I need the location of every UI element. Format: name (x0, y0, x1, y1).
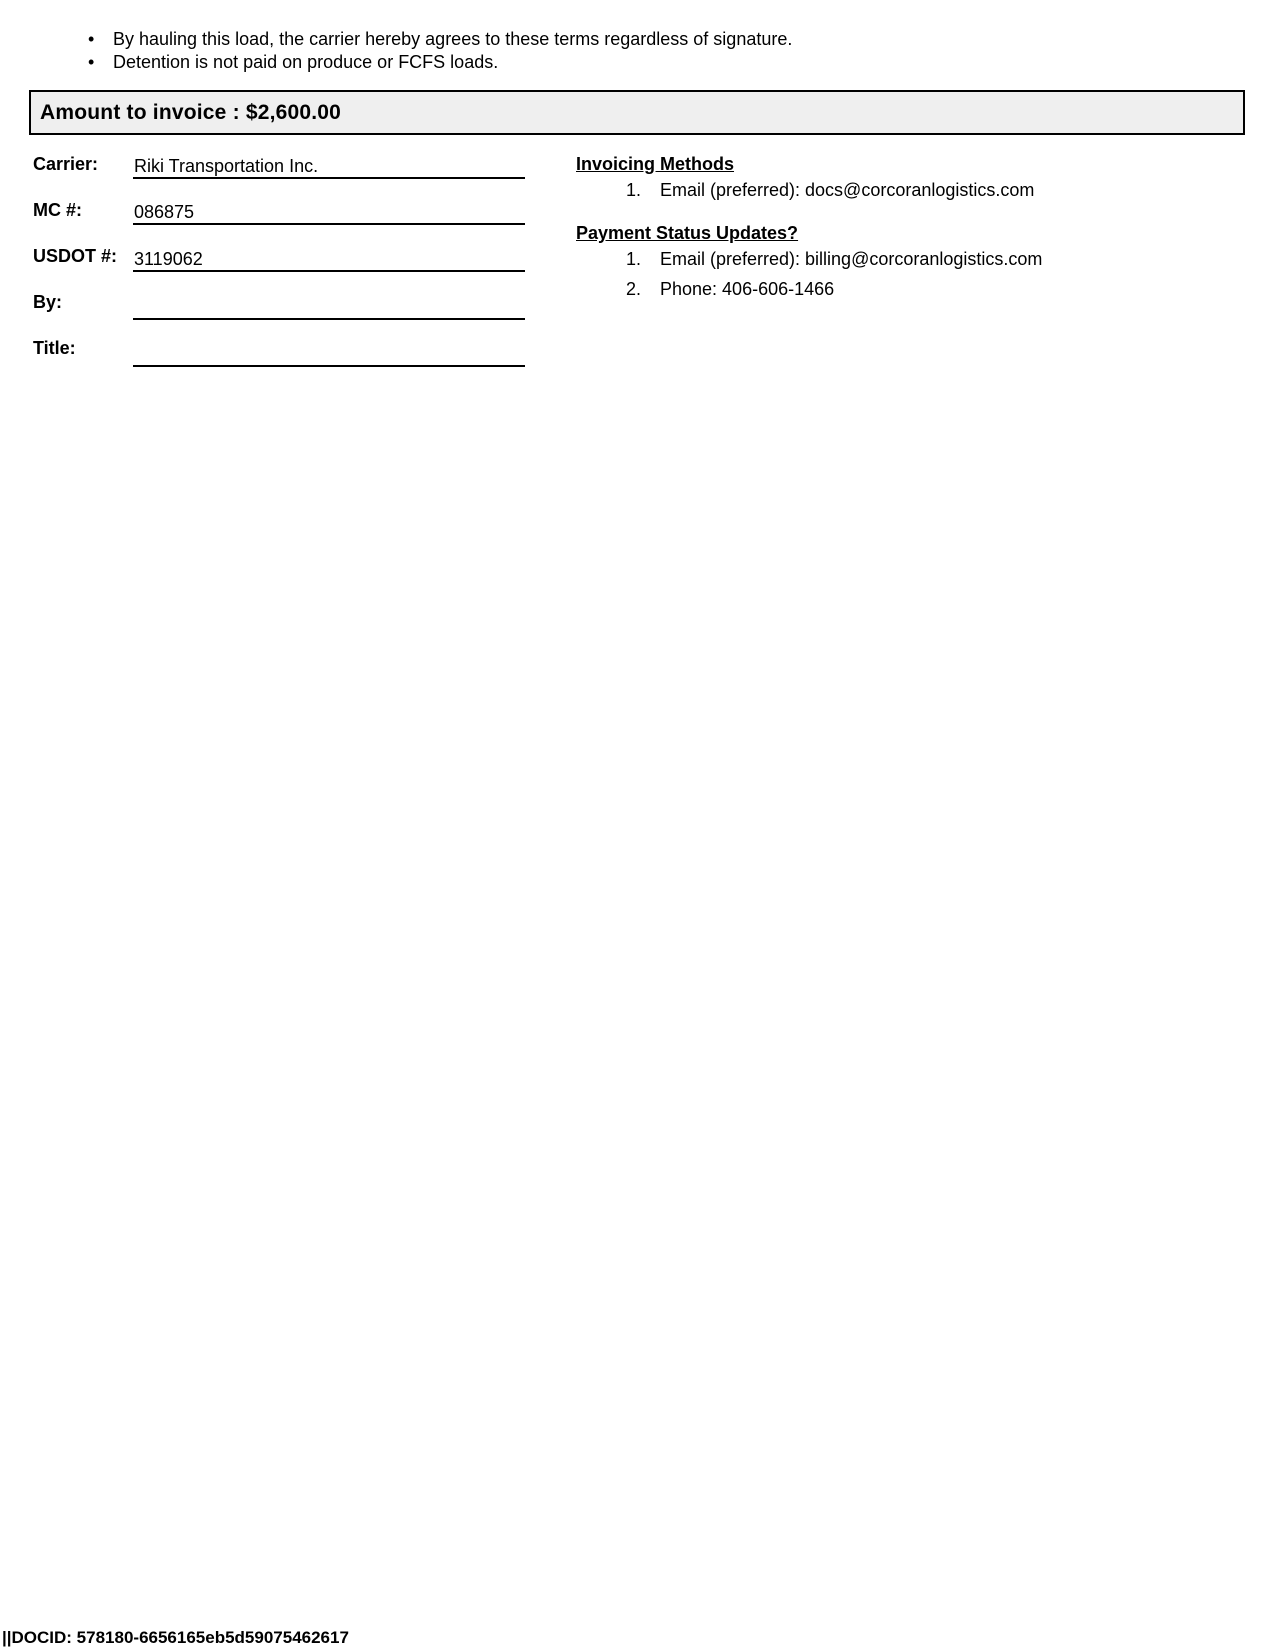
term-item (88, 51, 792, 74)
invoicing-method-item (626, 180, 1034, 201)
usdot-field[interactable]: 3119062 (133, 248, 525, 272)
payment-status-item (626, 279, 834, 300)
payment-status-heading: Payment Status Updates? (576, 223, 799, 243)
bullet-icon: • (88, 29, 95, 49)
carrier-label: Carrier: (33, 154, 99, 174)
amount-to-invoice: Amount to invoice : $2,600.00 (29, 90, 1245, 135)
item-number: 2. (626, 279, 642, 299)
doc-id: ||DOCID: 578180-6656165eb5d59075462617 (2, 1628, 349, 1647)
bullet-icon: • (88, 52, 95, 72)
item-text: Email (preferred): docs@corcoranlogistics.com (660, 180, 1035, 200)
title-field[interactable] (133, 343, 525, 367)
carrier-field[interactable]: Riki Transportation Inc. (133, 155, 525, 179)
payment-status-item (626, 249, 1042, 270)
term-item (88, 28, 792, 51)
usdot-label: USDOT #: (33, 246, 118, 266)
mc-label: MC #: (33, 200, 82, 220)
term-text: By hauling this load, the carrier hereby agrees to these terms regardless of signature. (113, 29, 793, 49)
item-number: 1. (626, 180, 642, 200)
item-number: 1. (626, 249, 642, 269)
item-text: Phone: 406-606-1466 (660, 279, 835, 299)
title-label: Title: (33, 338, 76, 358)
terms-list (88, 28, 792, 74)
invoicing-methods-heading: Invoicing Methods (576, 154, 735, 174)
term-text: Detention is not paid on produce or FCFS loads. (113, 52, 499, 72)
by-label: By: (33, 292, 63, 312)
mc-field[interactable]: 086875 (133, 201, 525, 225)
by-field[interactable] (133, 296, 525, 320)
item-text: Email (preferred): billing@corcoranlogistics.com (660, 249, 1043, 269)
